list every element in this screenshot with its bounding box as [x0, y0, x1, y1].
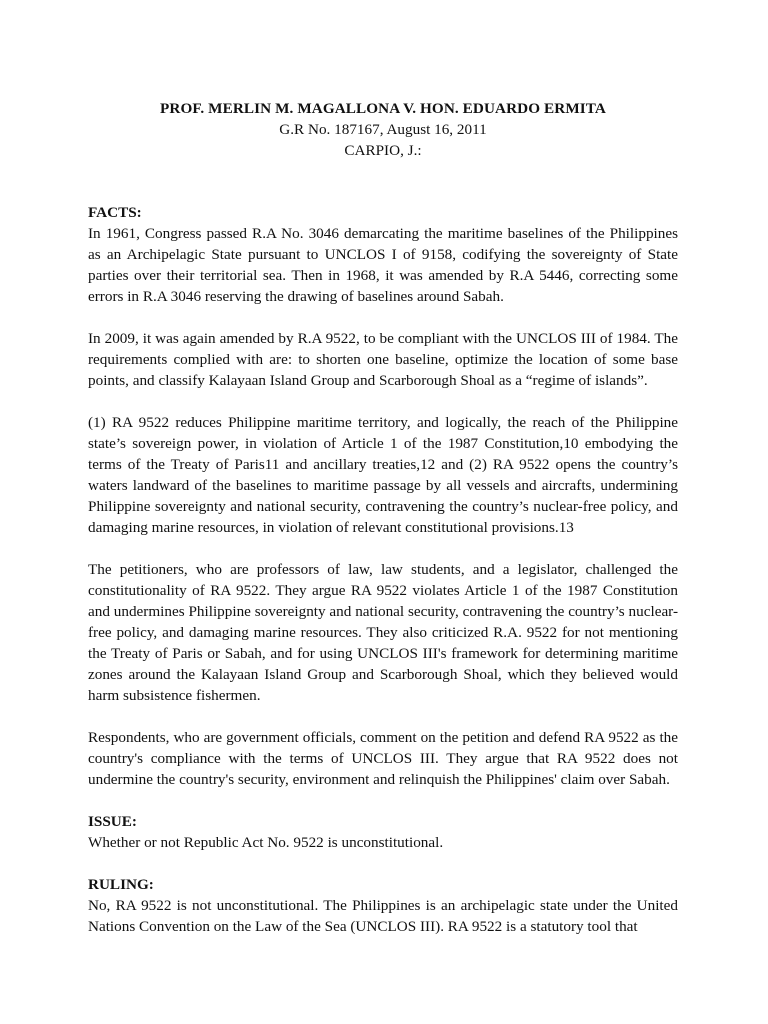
document-page: [88, 98, 678, 937]
facts-paragraph-1: In 1961, Congress passed R.A No. 3046 demarcating the maritime baselines of the Philippines as an Archipelagic State pursuant to UNCLOS I of 9158, codifying the sovereignty of State parties over their territorial sea. Then in 1968, it was amended by R.A 5446, correcting some errors in R.A 3046 reserving the drawing of baselines around Sabah.: [88, 225, 678, 305]
issue-heading: ISSUE:: [88, 813, 137, 830]
case-header: [88, 98, 678, 161]
case-title: PROF. MERLIN M. MAGALLONA V. HON. EDUARDO ERMITA: [160, 100, 606, 117]
ruling-heading: RULING:: [88, 876, 154, 893]
issue-text: Whether or not Republic Act No. 9522 is unconstitutional.: [88, 834, 444, 851]
facts-paragraph-4: The petitioners, who are professors of law, law students, and a legislator, challenged the constitutionality of RA 9522. They argue RA 9522 violates Article 1 of the 1987 Constitution and undermines Philippine sovereignty and national security, contravening the country’s nuclear-free policy, and damaging marine resources. They also criticized R.A. 9522 for not mentioning the Treaty of Paris or Sabah, and for using UNCLOS III's framework for determining maritime zones around the Kalayaan Island Group and Scarborough Shoal, which they believed would harm subsistence fishermen.: [88, 561, 678, 704]
ruling-section: [88, 874, 678, 937]
case-number: G.R No. 187167, August 16, 2011: [279, 121, 487, 138]
ruling-text: No, RA 9522 is not unconstitutional. The Philippines is an archipelagic state under the United Nations Convention on the Law of the Sea (UNCLOS III). RA 9522 is a statutory tool that: [88, 897, 678, 935]
facts-paragraph-2: In 2009, it was again amended by R.A 9522, to be compliant with the UNCLOS III of 1984. The requirements complied with are: to shorten one baseline, optimize the location of some base points, and classify Kalayaan Island Group and Scarborough Shoal as a “regime of islands”.: [88, 330, 678, 389]
issue-section: [88, 811, 678, 853]
facts-heading: FACTS:: [88, 204, 142, 221]
facts-paragraph-3: (1) RA 9522 reduces Philippine maritime territory, and logically, the reach of the Philippine state’s sovereign power, in violation of Article 1 of the 1987 Constitution,10 embodying the terms of the Treaty of Paris11 and ancillary treaties,12 and (2) RA 9522 opens the country’s waters landward of the baselines to maritime passage by all vessels and aircrafts, undermining Philippine sovereignty and national security, contravening the country’s nuclear-free policy, and damaging marine resources, in violation of relevant constitutional provisions.13: [88, 414, 678, 536]
ponente: CARPIO, J.:: [344, 142, 422, 159]
facts-section: [88, 202, 678, 790]
facts-paragraph-5: Respondents, who are government officials, comment on the petition and defend RA 9522 as the country's compliance with the terms of UNCLOS III. They argue that RA 9522 does not undermine the country's security, environment and relinquish the Philippines' claim over Sabah.: [88, 729, 678, 788]
